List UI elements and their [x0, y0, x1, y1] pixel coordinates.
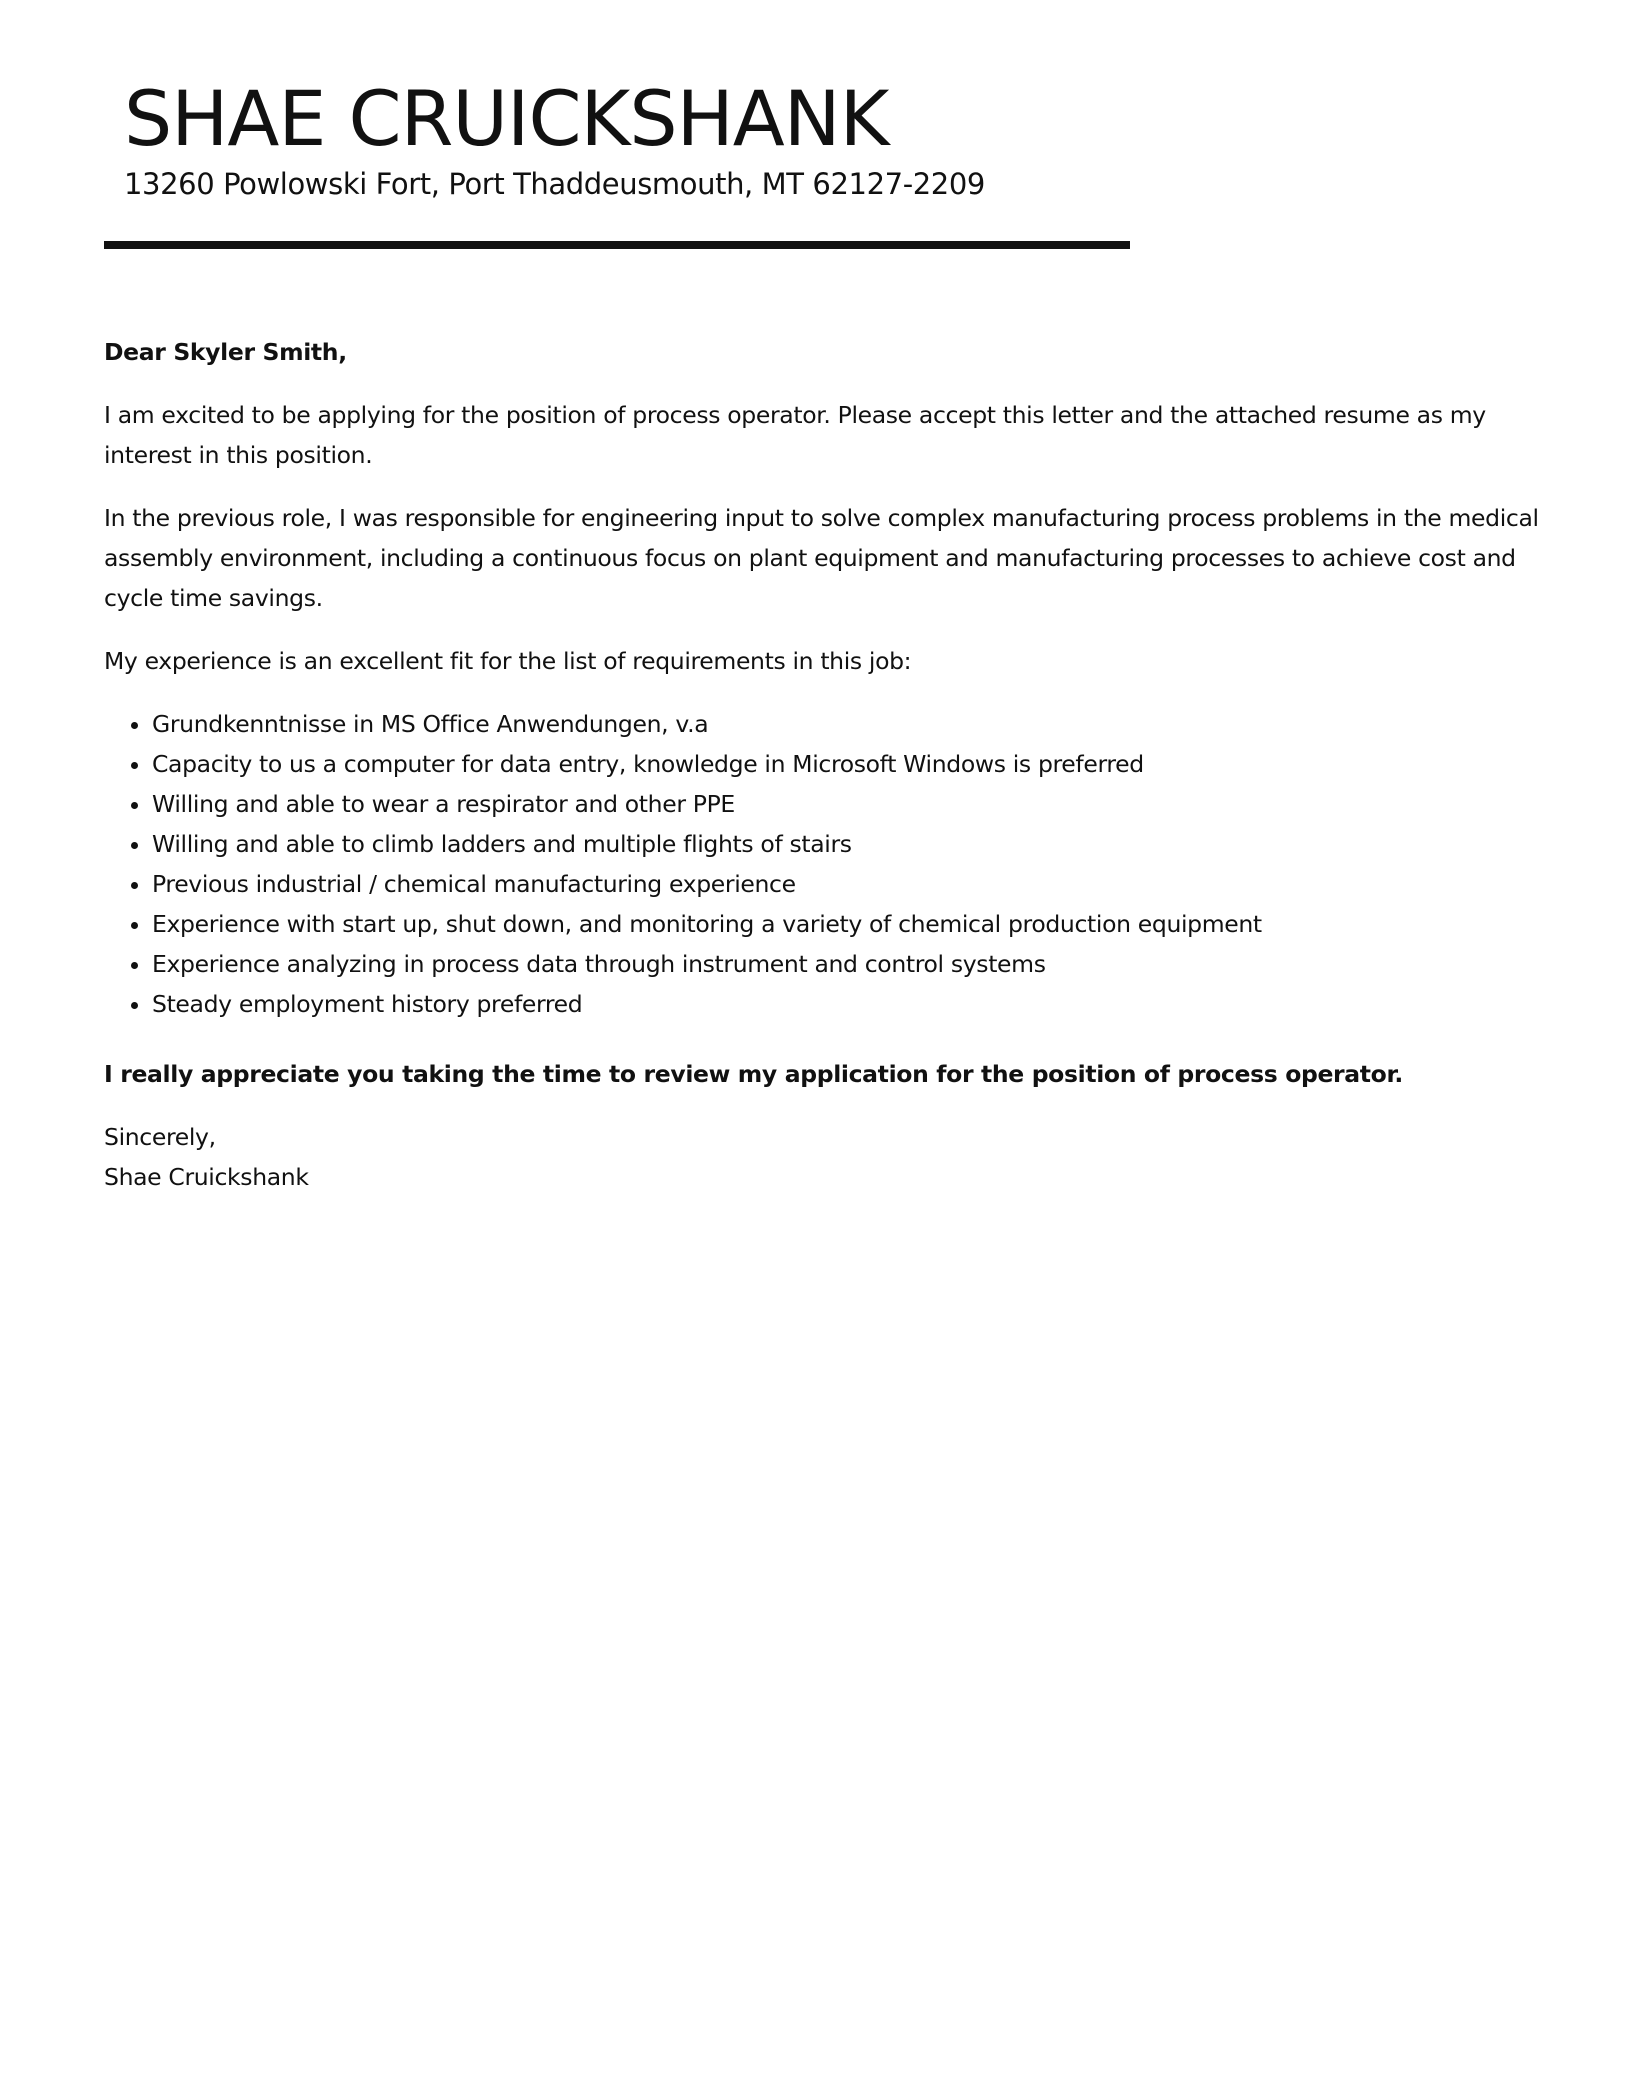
requirement-item: • Previous industrial / chemical manufacturing experience: [152, 864, 1544, 904]
applicant-address: 13260 Powlowski Fort, Port Thaddeusmouth, MT 62127-2209: [124, 167, 985, 201]
signature-name: Shae Cruickshank: [104, 1163, 309, 1191]
requirement-item: • Experience with start up, shut down, and monitoring a variety of chemical production equipment: [152, 904, 1544, 944]
letter-header: [104, 74, 1154, 204]
applicant-name: SHAE CRUICKSHANK: [124, 74, 889, 163]
requirement-item: • Willing and able to wear a respirator and other PPE: [152, 784, 1544, 824]
requirements-list: [104, 704, 1544, 1024]
letter-body: [104, 332, 1544, 1197]
paragraph-intro: I am excited to be applying for the position of process operator. Please accept this letter and the attached resume as my interest in this position.: [104, 401, 1486, 469]
paragraph-requirements-lead: My experience is an excellent fit for the list of requirements in this job:: [104, 647, 912, 675]
paragraph-experience: In the previous role, I was responsible for engineering input to solve complex manufacturing process problems in the medical assembly environment, including a continuous focus on plant equipment and manufacturing processes to achieve cost and cycle time savings.: [104, 504, 1539, 612]
requirement-item: • Capacity to us a computer for data entry, knowledge in Microsoft Windows is preferred: [152, 744, 1544, 784]
closing-statement: I really appreciate you taking the time to review my application for the position of process operator.: [104, 1060, 1403, 1088]
requirement-item: • Grundkenntnisse in MS Office Anwendungen, v.a: [152, 704, 1544, 744]
requirement-item: • Experience analyzing in process data through instrument and control systems: [152, 944, 1544, 984]
requirement-item: • Willing and able to climb ladders and multiple flights of stairs: [152, 824, 1544, 864]
requirement-item: • Steady employment history preferred: [152, 984, 1544, 1024]
salutation: Dear Skyler Smith,: [104, 338, 347, 366]
header-divider: [104, 241, 1130, 249]
signoff: Sincerely,: [104, 1123, 216, 1151]
